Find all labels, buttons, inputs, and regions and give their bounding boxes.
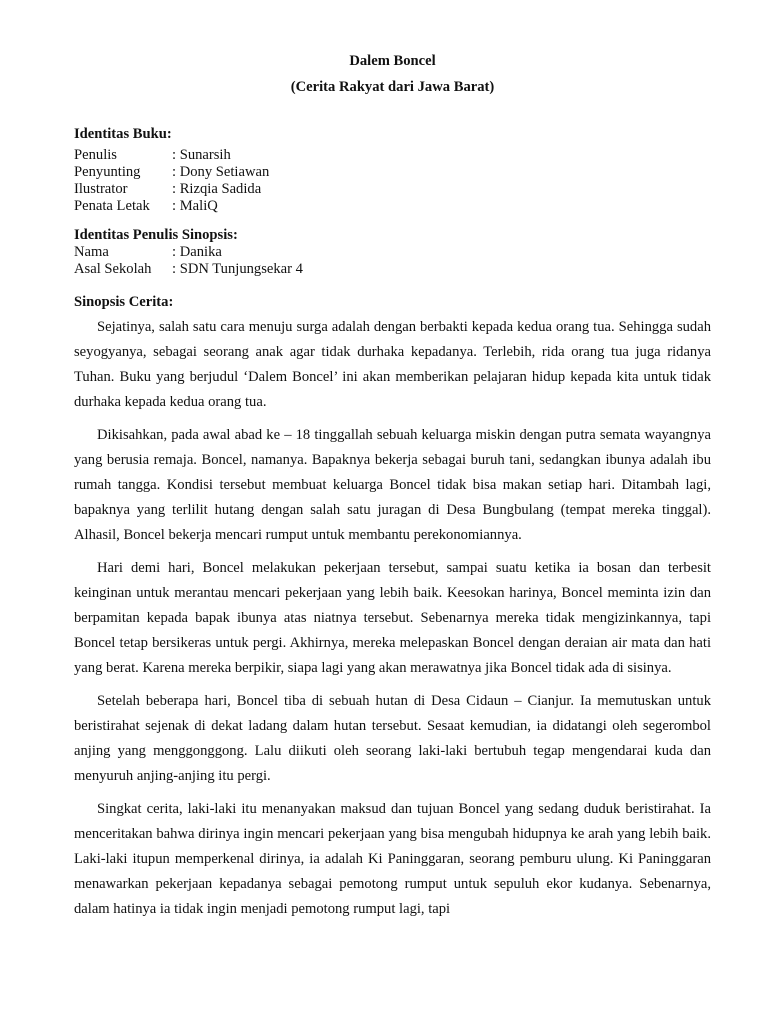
row-value: : SDN Tunjungsekar 4 (172, 261, 303, 277)
writer-identity-row (74, 261, 303, 278)
row-label: Nama (74, 244, 109, 260)
row-label: Asal Sekolah (74, 261, 152, 277)
row-label: Penyunting (74, 164, 141, 180)
document-title: Dalem Boncel (349, 53, 436, 69)
book-identity-row (74, 164, 269, 181)
book-identity-row (74, 147, 269, 164)
book-identity-heading: Identitas Buku: (74, 126, 172, 142)
book-identity-row (74, 181, 269, 198)
row-value: : Rizqia Sadida (172, 181, 262, 197)
synopsis-body (74, 315, 711, 922)
row-value: : MaliQ (172, 198, 218, 214)
synopsis-paragraph: Dikisahkan, pada awal abad ke – 18 tinggallah sebuah keluarga miskin dengan putra semata wayangnya yang berusia remaja. Boncel, namanya. Bapaknya bekerja sebagai buruh tani, sedangkan ibunya adalah ibu rumah tangga. Kondisi tersebut membuat keluarga Boncel tidak bisa makan setiap hari. Ditambah lagi, bapaknya yang terlilit hutang dengan salah satu juragan di Desa Bungbulang (tempat mereka tinggal). Alhasil, Boncel bekerja mencari rumput untuk membantu perekonomiannya. (74, 427, 711, 543)
row-value: : Sunarsih (172, 147, 231, 163)
synopsis-heading: Sinopsis Cerita: (74, 294, 174, 310)
synopsis-paragraph: Sejatinya, salah satu cara menuju surga adalah dengan berbakti kepada kedua orang tua. Sehingga sudah seyogyanya, sebagai seorang anak agar tidak durhaka kepadanya. Terlebih, rida orang tua juga ridanya Tuhan. Buku yang berjudul ‘Dalem Boncel’ ini akan memberikan pelajaran hidup kepada kita untuk tidak durhaka kepada kedua orang tua. (74, 319, 711, 410)
document-page (74, 48, 711, 930)
writer-identity-table (74, 244, 303, 278)
synopsis-paragraph: Singkat cerita, laki-laki itu menanyakan maksud dan tujuan Boncel yang sedang duduk beristirahat. Ia menceritakan bahwa dirinya ingin mencari pekerjaan yang bisa mengubah hidupnya ke arah yang lebih baik. Laki-laki itupun memperkenal dirinya, ia adalah Ki Paninggaran, seorang pemburu ulung. Ki Paninggaran menawarkan pekerjaan kepadanya sebagai pemotong rumput untuk sepuluh ekor kudanya. Sebenarnya, dalam hatinya ia tidak ingin menjadi pemotong rumput lagi, tapi (74, 801, 711, 917)
row-label: Ilustrator (74, 181, 128, 197)
synopsis-paragraph: Hari demi hari, Boncel melakukan pekerjaan tersebut, sampai suatu ketika ia bosan dan terbesit keinginan untuk merantau mencari pekerjaan yang lebih baik. Keesokan harinya, Boncel meminta izin dan berpamitan kepada bapak ibunya atas niatnya tersebut. Sebenarnya mereka tidak mengizinkannya, tapi Boncel tetap bersikeras untuk pergi. Akhirnya, mereka melepaskan Boncel dengan deraian air mata dan hati yang berat. Karena mereka berpikir, siapa lagi yang akan merawatnya jika Boncel tidak ada di sisinya. (74, 560, 711, 676)
row-label: Penulis (74, 147, 117, 163)
document-subtitle: (Cerita Rakyat dari Jawa Barat) (290, 79, 495, 95)
row-value: : Dony Setiawan (172, 164, 270, 180)
row-value: : Danika (172, 244, 222, 260)
writer-identity-heading: Identitas Penulis Sinopsis: (74, 227, 238, 243)
writer-identity-row (74, 244, 303, 261)
book-identity-row (74, 198, 269, 215)
row-label: Penata Letak (74, 198, 150, 214)
book-identity-table (74, 147, 269, 215)
synopsis-paragraph: Setelah beberapa hari, Boncel tiba di sebuah hutan di Desa Cidaun – Cianjur. Ia memutuskan untuk beristirahat sejenak di dekat ladang dalam hutan tersebut. Sesaat kemudian, ia didatangi oleh segerombol anjing yang menggonggong. Lalu diikuti oleh seorang laki-laki bertubuh tegap mengendarai kuda dan menyuruh anjing-anjing itu pergi. (74, 693, 711, 784)
